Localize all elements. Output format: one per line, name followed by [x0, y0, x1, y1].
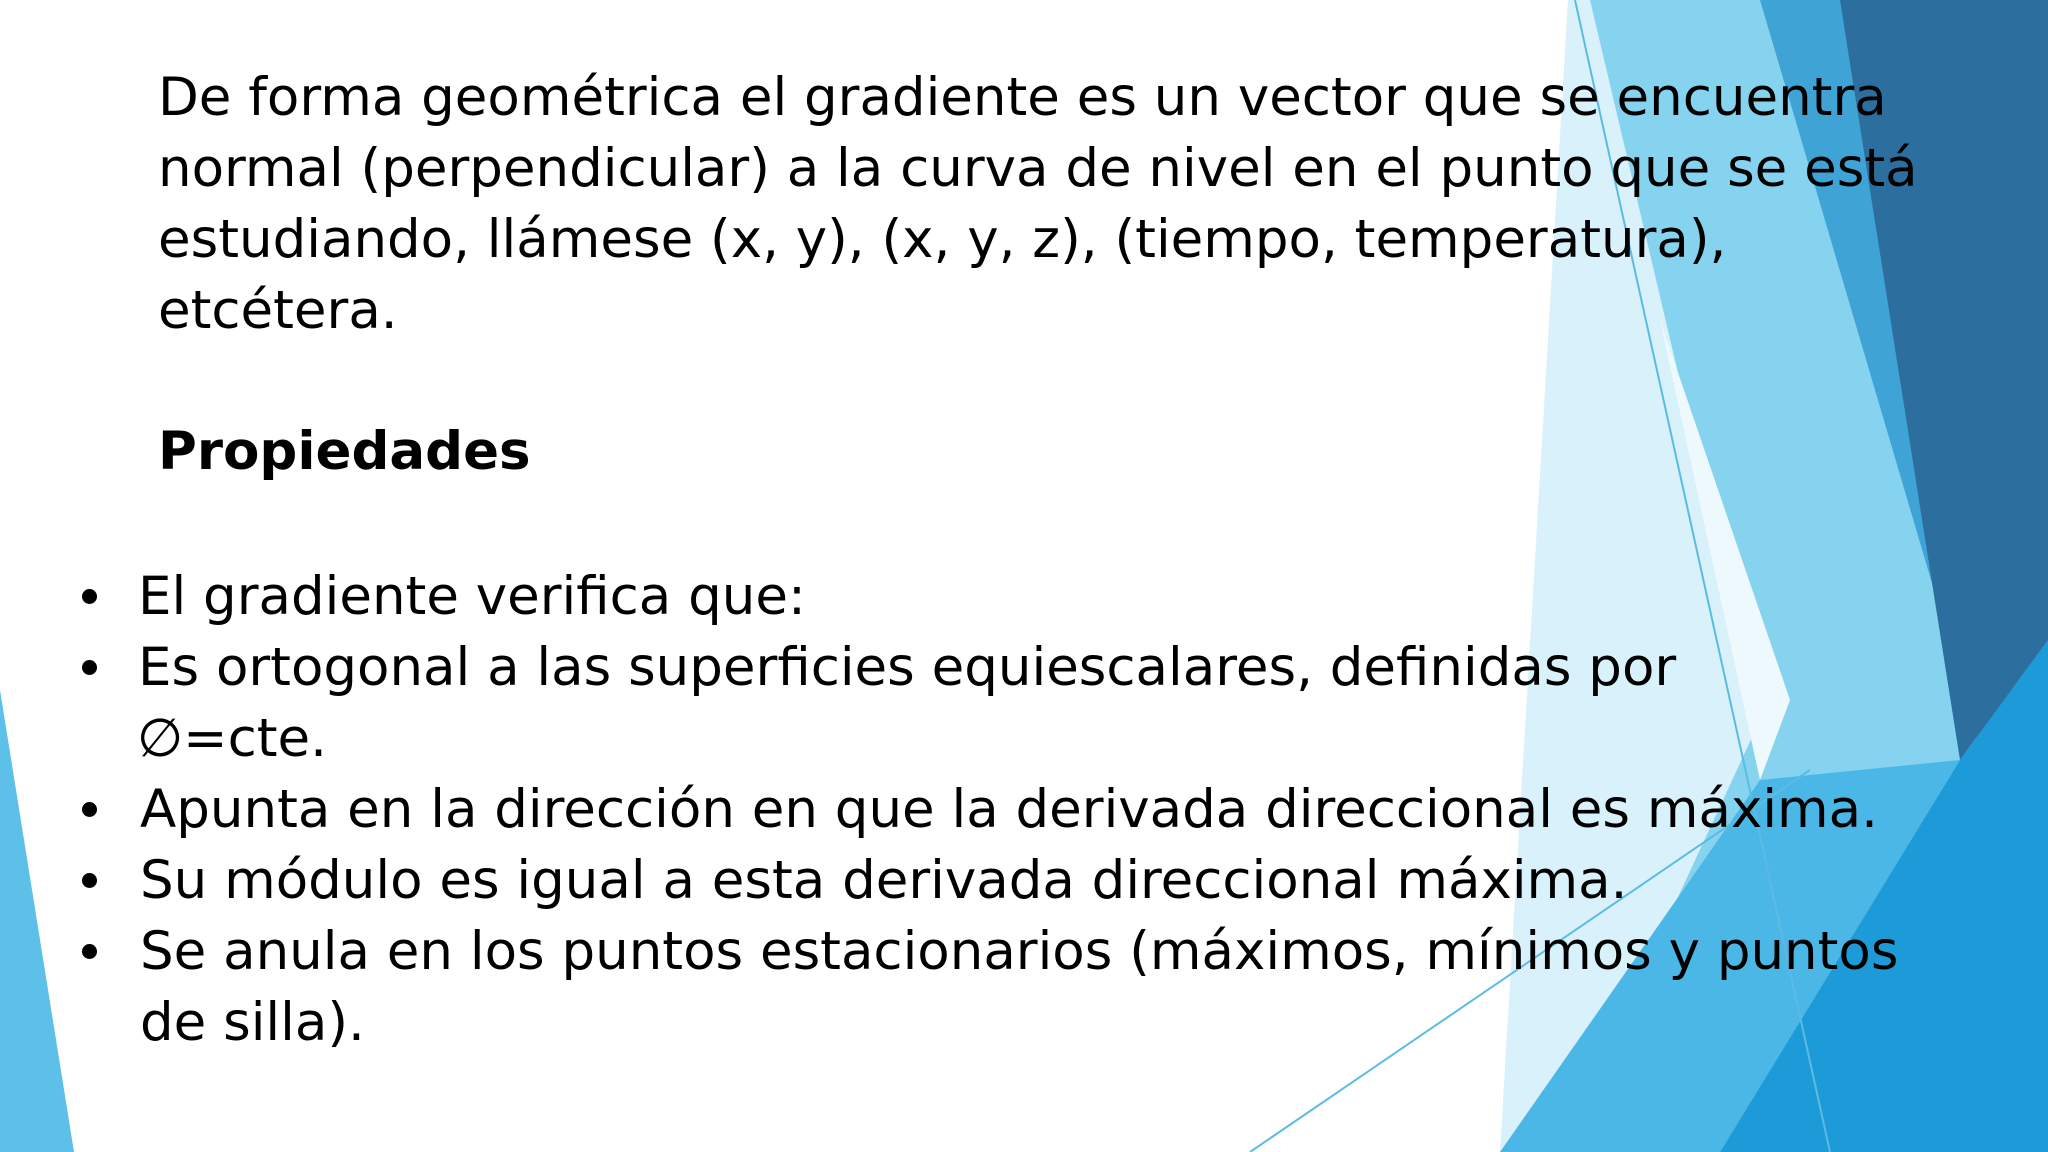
list-item-text: Apunta en la dirección en que la derivada direccional es máxima. — [140, 779, 1879, 840]
intro-line: De forma geométrica el gradiente es un vector que se encuentra — [158, 67, 1887, 128]
bullet-dot — [82, 873, 97, 888]
intro-line: estudiando, llámese (x, y), (x, y, z), (tiempo, temperatura), — [158, 209, 1727, 270]
intro-line: normal (perpendicular) a la curva de nivel en el punto que se está — [158, 138, 1918, 199]
list-item-text: Se anula en los puntos estacionarios (máximos, mínimos y puntos — [140, 921, 1899, 982]
properties-list — [0, 561, 2000, 1058]
list-item-text: Su módulo es igual a esta derivada direccional máxima. — [140, 850, 1628, 911]
section-heading: Propiedades — [158, 421, 531, 482]
list-item — [0, 916, 2000, 1058]
list-item-text: de silla). — [140, 992, 365, 1053]
list-item-text: Es ortogonal a las superficies equiescalares, definidas por — [138, 637, 1677, 698]
list-item — [0, 774, 2000, 845]
bullet-dot — [82, 802, 97, 817]
list-item-text: ∅=cte. — [137, 708, 327, 769]
list-item-text: El gradiente verifica que: — [138, 566, 806, 627]
list-item — [0, 632, 2000, 774]
list-item — [0, 845, 2000, 916]
bullet-dot — [82, 660, 97, 675]
intro-line: etcétera. — [158, 280, 398, 341]
list-item — [0, 561, 2000, 632]
bullet-dot — [82, 589, 97, 604]
intro-paragraph — [158, 62, 1958, 346]
bullet-dot — [82, 944, 97, 959]
